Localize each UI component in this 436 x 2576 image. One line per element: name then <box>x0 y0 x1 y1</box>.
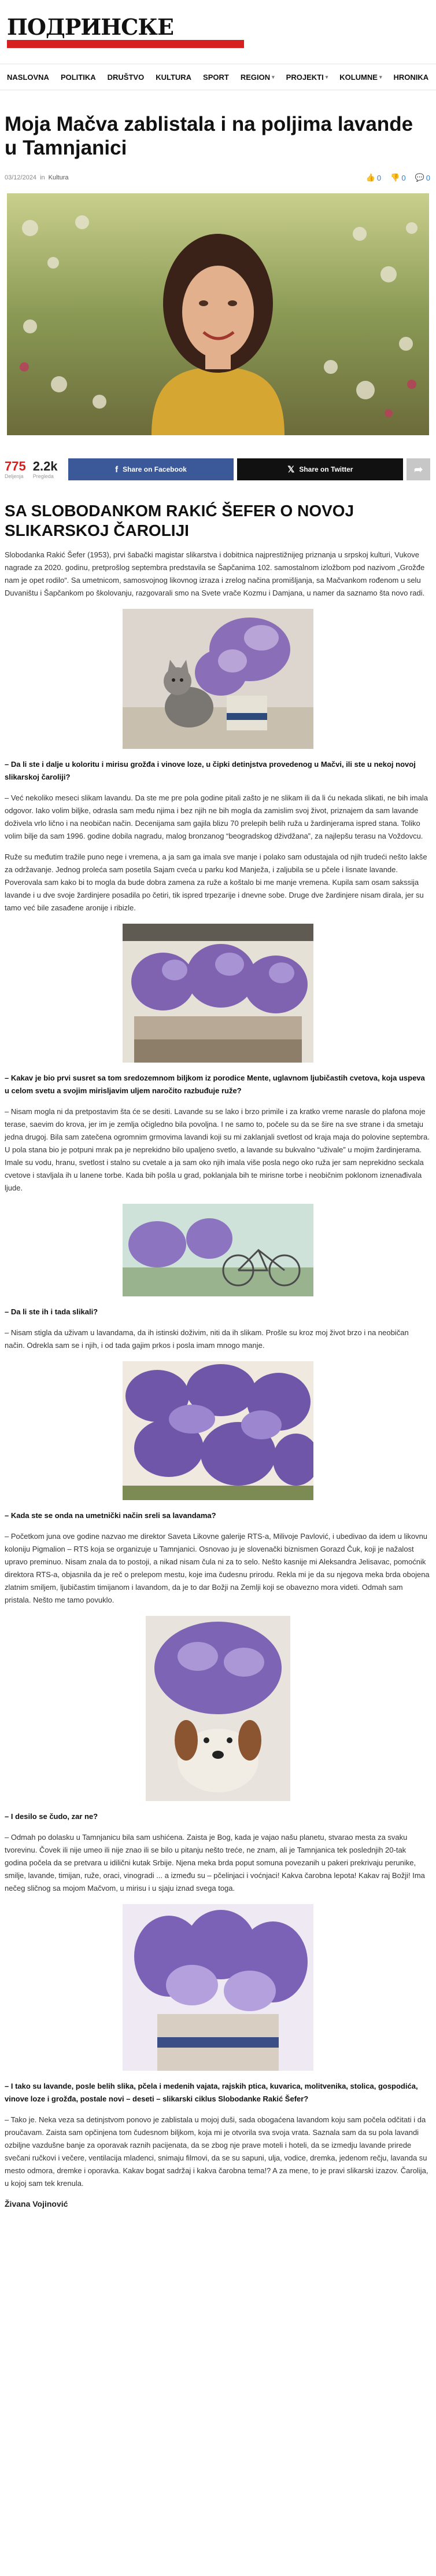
nav-label: KOLUMNE <box>339 72 378 82</box>
comment-count: 0 <box>426 173 430 182</box>
logo-text: ПОДРИНСКЕ <box>7 14 173 40</box>
answer-3: – Nisam stigla da uživam u lavandama, da ih istinski doživim, niti da ih slikam. Prošle su kroz moj život brzo i na neobičan način. Odrekla sam se i njih, i od tada gajim prkos i posla imam mnogo manje. <box>5 1328 409 1350</box>
answer-5: – Odmah po dolasku u Tamnjanicu bila sam ushićena. Zaista je Bog, kada je vajao našu planetu, stvarao mesta za svaku tvorevinu. Čovek ili nije umeo ili nije znao ili se bilo u pitanju nešto treće, ne znam, ali je Tamnjanica tek poslednjih 20-tak godina počela da se pretvara u idilični kutak Srbije. Njena meka brda poput somuna povezanih u pakeri prekrivaju perunike, smilje, lavande, timijan, ruže, oraci, vinogradi ... a između su – pčelinjaci i voćnjaci! Kakva čarobna lepota! Kakav raj Božji! Ima nečeg sličnog sa mojom Mačvom, u mirisu i u sjaju iznad svega toga. <box>5 1833 425 1893</box>
question-1: – Da li ste i dalje u koloritu i mirisu grožđa i vinove loze, u čipki detinjstva provedenog u Mačvi, ili ste u nekoj novoj slikarskoj čaroliji? <box>5 760 416 781</box>
article-date: 03/12/2024 <box>5 174 37 181</box>
nav-label: PROJEKTI <box>286 72 324 82</box>
like-count: 0 <box>376 173 382 182</box>
thumbs-up-icon: 👍 <box>365 173 375 182</box>
nav-item-drustvo[interactable] <box>102 73 150 82</box>
article-author: Živana Vojinović <box>5 2199 68 2208</box>
main-nav <box>0 64 436 90</box>
nav-label: SPORT <box>203 72 229 82</box>
views-counter <box>33 460 58 479</box>
share-bar <box>0 435 436 484</box>
painting-svg <box>123 1904 313 2071</box>
answer-1b: Ruže su međutim tražile puno nege i vremena, a ja sam ga imala sve manje i polako sam odustajala od njih trudeći nešto lakše za održavanje. Jednog proleća sam posetila Sajam cveća u parku kod Manježa, i zaljubila se u pčele i lisnate lavande. Poverovala sam kako bi to mogla da bude dobra zamena za ruže a koštalo bi me manje vremena. Kupila sam osam sakssija lavande i u dve svoje žardinjere posadila po četiri, tik ispred trpezarije i dnevne sobe. Druge dve žardinjere nisam dirala, jer su tamo već bile zasađene aronije i ribizle. <box>5 852 427 912</box>
chevron-down-icon: ▾ <box>379 74 382 80</box>
dislike-count: 0 <box>401 173 406 182</box>
dislike-button[interactable] <box>390 173 405 182</box>
painting-lavender-field-image <box>123 1361 313 1500</box>
nav-label: REGION <box>240 72 271 82</box>
chevron-down-icon: ▾ <box>272 74 275 80</box>
article-category-link[interactable]: Kultura <box>48 174 69 181</box>
logo-red-bar <box>7 40 244 48</box>
question-6: – I tako su lavande, posle belih slika, pčela i medenih vajata, rajskih ptica, kuvarica, molitvenika, stolica, gospodića, vinove loze i grožđa, postale novi – deseti – slikarski ciklus Slobodanke Rakić Šefer? <box>5 2082 418 2103</box>
site-header <box>0 0 436 64</box>
comments-button[interactable] <box>415 173 430 182</box>
nav-item-sport[interactable] <box>197 73 235 82</box>
nav-label: HRONIKA <box>393 72 429 82</box>
painting-svg <box>123 1361 313 1500</box>
nav-label: KULTURA <box>156 72 192 82</box>
painting-lavender-pots-image <box>123 924 313 1063</box>
share-more-button[interactable] <box>407 458 430 480</box>
views-count: 2.2k <box>32 459 58 473</box>
painting-lavender-bouquet-image <box>123 1904 313 2071</box>
x-logo-icon: 𝕏 <box>287 465 295 475</box>
shares-count: 775 <box>5 459 26 473</box>
answer-1a: – Već nekoliko meseci slikam lavandu. Da ste me pre pola godine pitali zašto je ne slikam ili da li ću nekada slikati, ne bih imala odgovor. Iako volim biljke, odrasla sam među njima i bez njih ne bih mogla da zamislim svoj život, priznajem da sam lavande doživela vrlo lično i na neobičan način. Decenijama sam gajila blizu 70 prelepih belih ruža u žardinjerama ispred stana. Toliko volim bilje da sam 1996. godine dobila nagradu, malog bronzanog “beogradskog dživdžana”, za najlepšu terasu na Voždovcu. <box>5 793 428 840</box>
thumbs-down-icon: 👎 <box>390 173 400 182</box>
answer-4: – Početkom juna ove godine nazvao me direktor Saveta Likovne galerije RTS-a, Milivoje Pavlović, i ubedivao da idem u likovnu koloniju Pigmalion – RTS koja se organizuje u Tamnjanici. Osnovao ju je slovenački biznismen Gorazd Čuk, koji je nažalost upravo preminuo. Nisam znala da to postoji, a nikad nisam čula ni za to selo. Nešto kasnije mi Aleksandra Jelisavac, pomoćnik direktora RTS-a, objasnila da je reč o prelepom mestu, koje ima čudesnu prirodu. Rekla mi je da su njegova meka brda obojena zlatnim smiljem, ljubičastim timijanom i lavandom, da je to dar Božji na Zemlji koji se obavezno mora videti. Odmah sam pristala. Nešto me tamo povuklo. <box>5 1532 430 1604</box>
painting-cat-lavender-image <box>123 609 313 749</box>
shares-label: Deljenja <box>5 473 24 479</box>
painting-bicycle-image <box>123 1204 313 1296</box>
nav-item-region[interactable] <box>235 73 280 82</box>
nav-label: NASLOVNA <box>7 72 49 82</box>
painting-svg <box>123 609 313 749</box>
share-arrow-icon: ➦ <box>414 463 423 475</box>
question-3: – Da li ste ih i tada slikali? <box>5 1307 98 1316</box>
question-5: – I desilo se čudo, zar ne? <box>5 1812 98 1821</box>
shares-counter <box>5 460 26 479</box>
nav-item-naslovna[interactable] <box>1 73 55 82</box>
facebook-label: Share on Facebook <box>123 465 187 473</box>
question-2: – Kakav je bio prvi susret sa tom sredozemnom biljkom iz porodice Mente, uglavnom ljubičastih cvetova, koja uspeva u celom svetu a svojim mirisljavim uljem naročito razbuđuje ruže? <box>5 1074 425 1095</box>
site-logo[interactable] <box>7 16 244 48</box>
twitter-label: Share on Twitter <box>299 465 353 473</box>
nav-label: DRUŠTVO <box>107 72 145 82</box>
article-intro: Slobodanka Rakić Šefer (1953), prvi šabački magistar slikarstva i dobitnica najprestižnijeg priznanja u srpskoj kulturi, Vukove nagrade za 2020. godinu, pretprošlog septembra predstavila se Šapčanima 102. samostalnom izložbom pod nazivom „Grožđe nam je opet rodilo“. Sa umetnicom, samosvojnog likovnog izraza i zrelog načina promišljanja, sa Mačvankom rođenom u selu Duvaništu i Šapčankom po školovanju, razgovarali smo na Svete vrače Kozmu i Damjana, u namer da saznamo šta novo radi. <box>5 550 425 597</box>
nav-item-kolumne[interactable] <box>334 73 387 82</box>
nav-label: POLITIKA <box>60 72 96 82</box>
facebook-icon: f <box>115 464 119 475</box>
views-label: Pregleda <box>32 473 54 479</box>
hero-painting-svg <box>7 193 429 435</box>
chevron-down-icon: ▾ <box>325 74 328 80</box>
answer-2: – Nisam mogla ni da pretpostavim šta će se desiti. Lavande su se lako i brzo primile i za kratko vreme narasle do plafona moje terase, saevim do krova, jer im je zemlja očigledno bila povoljna. I ne samo to, počele su da se šire na sve strane i da smetaju jedna drugoj. Bila sam zatečena ogromnim grmovima lavandi koji su mi zaklanjali svetlost od kraja maja do polovine septembra. U pola stana bio je potpuni mrak pa je neprekidno bilo upaljeno svetlo, a lavande su bukvalno “uživale” u mojim žardinjerama. Imale su vodu, hranu, svetlost i stalno su cvetale a ja sam oko njih imala više posla nego oko ruža jer sam neprekidno seckala cvetove i stavljala ih u lanene torbe. Kada bih pošla u grad, poklanjala bih te mirisne torbe i neobičnim poklonom iznenađivala ljude. <box>5 1107 430 1192</box>
like-button[interactable] <box>366 173 381 182</box>
article-meta <box>0 160 436 183</box>
share-facebook-button[interactable] <box>68 458 234 480</box>
hero-painting-image <box>7 193 429 435</box>
answer-6: – Tako je. Neka veza sa detinjstvom ponovo je zablistala u mojoj duši, sada obogaćena lavandom koju sam počela odčitati i da proučavam. Zaista sam opčinjena tom čudesnom biljkom, koja mi je otvorila sva svoja vrata. Saznala sam da su pola lavandi ozbiljne vazdušne banje za oporavak raznih pacijenata, da se zbog nje prave moteli i hoteli, da se izmedju lavande prirede svečani ručkovi i večere, ventilacija mladenci, snimaju filmovi, da se su sapuni, ulja, vodice, dremka, jedenom rečju, lavanda su mesto odmora, dremke i oporavka. Kakav bogat sadržaj i kakva čarobna tema!? A za mene, to je pravi slikarski izazov. Čarolija, u kojoj sam tek krenula. <box>5 2115 428 2188</box>
painting-svg <box>123 924 313 1063</box>
nav-item-politika[interactable] <box>55 73 102 82</box>
painting-svg <box>146 1616 290 1801</box>
painting-svg <box>123 1204 313 1296</box>
nav-item-kultura[interactable] <box>150 73 197 82</box>
question-4: – Kada ste se onda na umetnički način sreli sa lavandama? <box>5 1511 216 1520</box>
article-subtitle: SA SLOBODANKOM RAKIĆ ŠEFER O NOVOJ SLIKARSKOJ ČAROLIJI <box>5 502 354 539</box>
nav-item-hronika[interactable] <box>387 73 434 82</box>
share-twitter-button[interactable] <box>237 458 403 480</box>
painting-dog-lavender-image <box>146 1616 290 1801</box>
comment-icon: 💬 <box>415 173 424 182</box>
article-title: Moja Mačva zablistala i na poljima lavande u Tamnjanici <box>5 113 413 159</box>
nav-item-projekti[interactable] <box>280 73 334 82</box>
meta-separator: in <box>40 174 45 181</box>
